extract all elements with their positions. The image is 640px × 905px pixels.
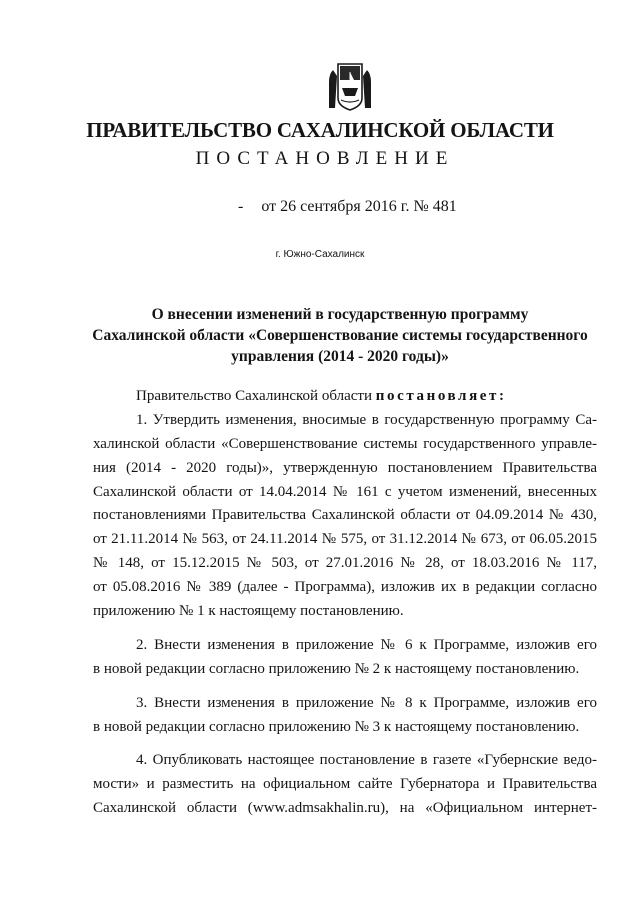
coat-of-arms-icon [324,58,376,114]
preamble-text: Правительство Сахалинской области [136,388,376,404]
paragraph-line: 3. Внести изменения в приложение № 8 к Программе, изложив его [136,694,597,711]
preamble-keyword: постановляет: [375,388,507,404]
date-number: от 26 сентября 2016 г. № 481 [261,198,457,215]
place-of-issue: г. Южно-Сахалинск [275,249,365,260]
paragraph-line: постановлениями Правительства Сахалинской области от 04.09.2014 № 430, [93,507,597,524]
paragraph-line: в новой редакции согласно приложению № 2 к настоящему постановлению. [93,660,580,677]
subject-line: Сахалинской области «Совершенствование системы государственного [92,327,588,344]
paragraph-1 [93,409,597,624]
subject-line: управления (2014 - 2020 годы)» [231,348,449,365]
paragraph-line: от 21.11.2014 № 563, от 24.11.2014 № 575, от 31.12.2014 № 673, от 06.05.2015 [93,531,597,548]
paragraph-line: 1. Утвердить изменения, вносимые в государственную программу Са- [136,411,597,428]
paragraph-line: 4. Опубликовать настоящее постановление в газете «Губернские ведо- [136,752,597,769]
document-type: ПОСТАНОВЛЕНИЕ [195,148,455,169]
paragraph-line: в новой редакции согласно приложению № 3 к настоящему постановлению. [93,718,580,735]
paragraph-line: приложению № 1 к настоящему постановлению. [93,603,404,620]
paragraph-line: Сахалинской области от 14.04.2014 № 161 с учетом изменений, внесенных [93,483,597,500]
paragraph-line: от 05.08.2016 № 389 (далее - Программа), изложив их в редакции согласно [93,579,597,596]
preamble [93,385,597,409]
document-body [93,385,597,821]
paragraph-line: № 148, от 15.12.2015 № 503, от 27.01.2016 № 28, от 18.03.2016 № 117, [93,555,597,572]
paragraph-2 [93,634,597,682]
date-prefix-mark: - [238,198,244,215]
paragraph-line: Сахалинской области (www.admsakhalin.ru), на «Официальном интернет- [93,800,597,817]
subject-line: О внесении изменений в государственную программу [151,306,529,323]
paragraph-4 [93,749,597,821]
paragraph-line: 2. Внести изменения в приложение № 6 к Программе, изложив его [136,636,597,653]
paragraph-line: ния (2014 - 2020 годы)», утвержденную постановлением Правительства [93,459,597,476]
paragraph-line: мости» и разместить на официальном сайте Губернатора и Правительства [93,776,597,793]
document-subject [90,304,590,367]
paragraph-3 [93,692,597,740]
paragraph-line: халинской области «Совершенствование системы государственного управле- [93,435,597,452]
date-number-line [238,198,457,216]
organization-title: ПРАВИТЕЛЬСТВО САХАЛИНСКОЙ ОБЛАСТИ [86,118,554,142]
